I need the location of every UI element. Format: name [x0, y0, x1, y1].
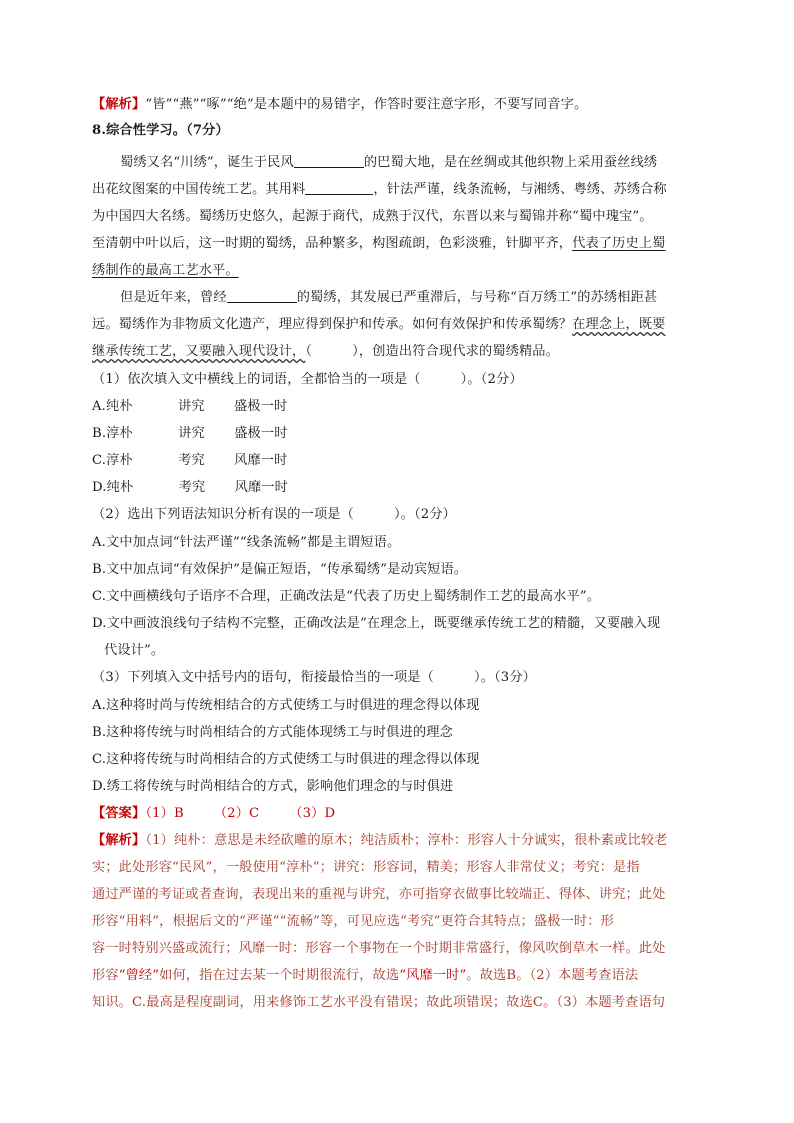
wavy-underlined-sentence: 继承传统工艺，又要融入现代设计， [92, 344, 306, 359]
option-c[interactable]: C.文中画横线句子语序不合理，正确改法是“代表了历史上蜀绣制作工艺的最高水平”。 [92, 589, 601, 604]
fill-blank-3 [227, 290, 297, 303]
analysis-tag: 【解析】 [92, 833, 146, 848]
sub-question-stem-1: （1）依次填入文中横线上的词语，全都恰当的一项是（ ）。（2分） [92, 372, 523, 387]
fill-blank-1 [294, 155, 364, 168]
passage-text: ，创造出符合现代求的蜀绣精品。 [358, 344, 559, 359]
option-row-c[interactable] [92, 452, 707, 470]
option-word: 淳朴 [106, 453, 133, 468]
passage-line [92, 262, 707, 280]
option-row-b[interactable] [92, 425, 707, 443]
analysis-text: 形容 [92, 968, 119, 983]
option-d[interactable]: D.绣工将传统与时尚相结合的方式，影响他们理念的与时俱进 [92, 779, 454, 794]
bracket-blank: （ ） [305, 344, 359, 359]
analysis-line [92, 967, 707, 985]
analysis-line: 实；此处形容“民风”，一般使用“淳朴”；讲究：形容词，精美；形容人非常仗义；考究：是指 [92, 860, 640, 875]
passage-line [120, 289, 707, 307]
passage-text: 但是近年来，曾经 [120, 290, 227, 305]
option-word: 讲究 [178, 399, 205, 414]
passage-line [92, 316, 707, 334]
option-word: 风靡一时 [234, 480, 288, 495]
analysis-line: 知识。C.最高是程度副词，用来修饰工艺水平没有错误；故此项错误；故选C。（3）本题考查语句 [92, 995, 666, 1010]
option-word: 考究 [178, 480, 206, 495]
passage-text: 的蜀绣，其发展已严重滞后，与号称“百万绣工”的苏绣相距甚 [296, 290, 658, 305]
answer-line [92, 805, 707, 823]
passage-text: 至清朝中叶以后，这一时期的蜀绣，品种繁多，构图疏朗，色彩淡雅，针脚平齐， [92, 236, 573, 251]
fill-blank-2 [305, 182, 373, 195]
option-word: 考究 [178, 453, 205, 468]
option-label: C. [92, 453, 107, 468]
passage-line: 为中国四大名绣。蜀绣历史悠久，起源于商代，成熟于汉代，东晋以来与蜀锦并称“蜀中瑰宝”。 [92, 209, 653, 224]
passage-line [92, 235, 707, 253]
passage-line [120, 154, 707, 172]
analysis-line: 通过严谨的考证或者查询，表现出来的重视与讲究，亦可指穿衣做事比较端正、得体、讲究；此处 [92, 887, 666, 902]
underlined-sentence: 代表了历史上蜀 [572, 236, 666, 251]
passage-line [92, 181, 707, 199]
analysis-tag: 【解析】 [92, 97, 146, 112]
answer-tag: 【答案】 [92, 806, 146, 821]
option-word: 纯朴 [106, 399, 133, 414]
analysis-text: 如何，指在过去某一个时期很流行，故选 [159, 968, 400, 983]
passage-text: 出花纹图案的中国传统工艺。其用料 [92, 182, 306, 197]
option-a[interactable]: A.这种将时尚与传统相结合的方式使绣工与时俱进的理念得以体现 [92, 698, 480, 713]
option-d[interactable]: D.文中画波浪线句子结构不完整，正确改法是“在理念上，既要继承传统工艺的精髓，又要融入现 [92, 616, 661, 631]
option-word: 讲究 [178, 426, 205, 441]
option-b[interactable]: B.文中加点词“有效保护”是偏正短语，“传承蜀绣”是动宾短语。 [92, 562, 468, 577]
answer-3: （3）D [289, 806, 336, 821]
analysis-line-prev [92, 96, 707, 114]
sub-question-stem-3: （3）下列填入文中括号内的语句，衔接最恰当的一项是（ ）。（3分） [92, 670, 537, 685]
analysis-quote: “曾经” [118, 968, 160, 983]
option-label: B. [92, 426, 107, 441]
passage-text: 蜀绣又名“川绣”，诞生于民风 [120, 155, 294, 170]
passage-text: 的巴蜀大地，是在丝绸或其他织物上采用蚕丝线绣 [363, 155, 658, 170]
answer-1: （1）B [145, 806, 184, 821]
analysis-line: 形容“用料”，根据后文的“严谨”“流畅”等，可见应选“考究”更符合其特点；盛极一时：形 [92, 914, 614, 929]
option-row-a[interactable] [92, 398, 707, 416]
option-label: D. [92, 480, 107, 495]
option-word: 盛极一时 [234, 399, 288, 414]
option-word: 风靡一时 [234, 453, 288, 468]
option-row-d[interactable] [92, 479, 707, 497]
answer-2: （2）C [213, 806, 260, 821]
passage-text: 远。蜀绣作为非物质文化遗产，理应得到保护和传承。如何有效保护和传承蜀绣？ [92, 317, 573, 332]
question-title: 8.综合性学习。（7分） [92, 123, 229, 138]
passage-text: ，针法严谨，线条流畅，与湘绣、粤绣、苏绣合称 [373, 182, 667, 197]
option-word: 纯朴 [106, 480, 134, 495]
option-label: A. [92, 399, 107, 414]
option-word: 淳朴 [106, 426, 133, 441]
option-c[interactable]: C.这种将传统与时尚相结合的方式使绣工与时俱进的理念得以体现 [92, 752, 480, 767]
analysis-text: 。故选B。（2）本题考查语法 [466, 968, 639, 983]
analysis-text: “皆”“燕”“啄”“绝”是本题中的易错字，作答时要注意字形，不要写同音字。 [145, 97, 588, 112]
analysis-quote: “风靡一时” [399, 968, 467, 983]
wavy-underlined-sentence: 在理念上，既要 [572, 317, 666, 332]
option-d-continued: 代设计”。 [104, 643, 165, 658]
underlined-sentence: 绣制作的最高工艺水平。 [92, 263, 239, 278]
analysis-line: 容一时特别兴盛或流行；风靡一时：形容一个事物在一个时期非常盛行，像风吹倒草木一样。此处 [92, 941, 666, 956]
passage-line [92, 343, 707, 361]
analysis-text: （1）纯朴：意思是未经砍雕的原木；纯洁质朴；淳朴：形容人十分诚实，很朴素或比较老 [145, 833, 668, 848]
option-a[interactable]: A.文中加点词“针法严谨”“线条流畅”都是主谓短语。 [92, 535, 401, 550]
option-word: 盛极一时 [234, 426, 288, 441]
analysis-line [92, 832, 707, 850]
sub-question-stem-2: （2）选出下列语法知识分析有误的一项是（ ）。（2分） [92, 507, 456, 522]
option-b[interactable]: B.这种将传统与时尚相结合的方式能体现绣工与时俱进的理念 [92, 725, 453, 740]
